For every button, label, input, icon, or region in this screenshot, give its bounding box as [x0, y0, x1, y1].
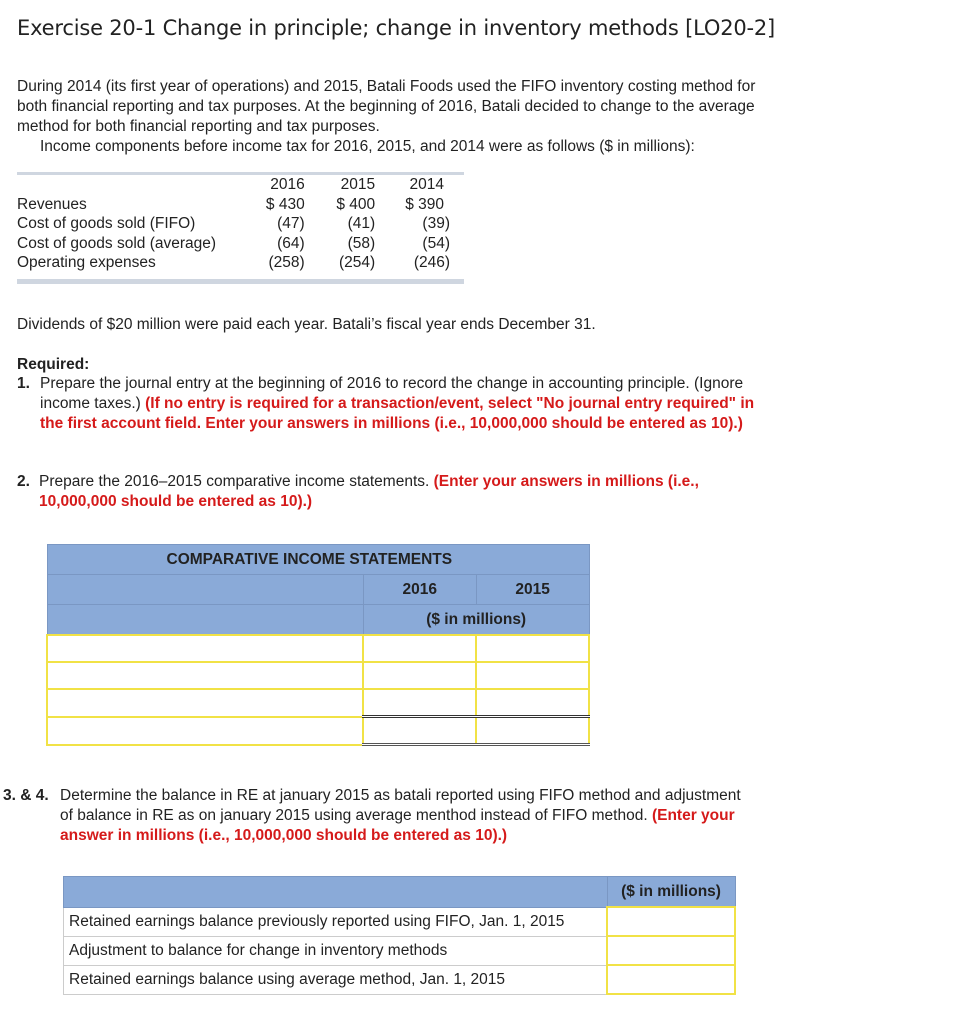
re-label: Adjustment to balance for change in inventory methods [64, 936, 608, 965]
cis-2016-input[interactable] [363, 689, 476, 717]
cis-row [47, 635, 589, 662]
year-header: 2015 [310, 174, 380, 195]
intro-line: both financial reporting and tax purposes. At the beginning of 2016, Batali decided to change to the average [17, 98, 755, 115]
comparative-income-statements-table [46, 544, 590, 746]
cis-2015-input[interactable] [476, 635, 589, 662]
cis-2015-input[interactable] [476, 689, 589, 717]
year-header: 2016 [241, 174, 310, 195]
cis-2015-input[interactable] [476, 662, 589, 689]
component-value: (246) [413, 254, 450, 271]
cis-account-input[interactable] [47, 717, 363, 745]
question-number: 3. & 4. [3, 787, 49, 804]
intro-line: method for both financial reporting and tax purposes. [17, 118, 380, 135]
re-adjustment-input[interactable] [607, 936, 735, 965]
re-label: Retained earnings balance previously reported using FIFO, Jan. 1, 2015 [64, 907, 608, 936]
component-value: (54) [422, 234, 450, 252]
question-1 [17, 374, 937, 434]
component-label: Operating expenses [17, 254, 156, 271]
cis-2016-input[interactable] [363, 717, 476, 745]
re-unit: ($ in millions) [607, 877, 735, 908]
question-2 [17, 472, 937, 512]
question-3-4 [3, 786, 943, 846]
cis-2016-input[interactable] [363, 635, 476, 662]
income-components-table [17, 172, 464, 273]
re-label: Retained earnings balance using average method, Jan. 1, 2015 [64, 965, 608, 994]
question-text: of balance in RE as on january 2015 using average menthod instead of FIFO method. [60, 807, 652, 824]
component-value: (58) [347, 234, 376, 252]
cis-account-input[interactable] [47, 662, 363, 689]
re-fifo-balance-input[interactable] [607, 907, 735, 936]
component-value: $ 390 [405, 195, 444, 213]
retained-earnings-table [63, 876, 736, 995]
re-average-balance-input[interactable] [607, 965, 735, 994]
cis-2016-input[interactable] [363, 662, 476, 689]
re-row [64, 965, 736, 994]
instruction-text: 10,000,000 should be entered as 10).) [39, 493, 313, 510]
re-row [64, 936, 736, 965]
question-text: Prepare the 2016–2015 comparative income statements. [39, 473, 434, 490]
intro-paragraph [17, 77, 755, 157]
instruction-text: (Enter your [651, 807, 735, 824]
component-label: Cost of goods sold (FIFO) [17, 215, 196, 232]
cis-col-2015: 2015 [476, 575, 589, 605]
page-title: Exercise 20-1 Change in principle; change in inventory methods [LO20-2] [17, 16, 776, 40]
instruction-text: the first account field. Enter your answers in millions (i.e., 10,000,000 should be entered as 10).) [40, 415, 743, 432]
cis-row [47, 689, 589, 717]
component-value: (41) [347, 215, 376, 232]
question-number: 1. [17, 375, 30, 392]
component-row [17, 253, 464, 273]
cis-title: COMPARATIVE INCOME STATEMENTS [47, 545, 589, 575]
component-value: (64) [277, 234, 305, 252]
instruction-text: answer in millions (i.e., 10,000,000 should be entered as 10).) [60, 827, 508, 844]
component-value: (39) [422, 215, 450, 232]
component-row [17, 195, 464, 215]
required-heading: Required: [17, 356, 90, 373]
component-value: $ 430 [265, 195, 305, 213]
cis-row [47, 662, 589, 689]
cis-row [47, 717, 589, 745]
component-value: (258) [268, 254, 305, 271]
intro-line: Income components before income tax for 2016, 2015, and 2014 were as follows ($ in millions): [40, 138, 695, 155]
question-text: Determine the balance in RE at january 2015 as batali reported using FIFO method and adjustment [60, 787, 741, 804]
component-label: Revenues [17, 195, 87, 213]
component-row [17, 214, 464, 234]
cis-col-2016: 2016 [363, 575, 476, 605]
year-header: 2014 [380, 174, 464, 195]
component-value: $ 400 [336, 195, 376, 213]
cis-account-input[interactable] [47, 689, 363, 717]
instruction-text: (If no entry is required for a transaction/event, select "No journal entry required" in [145, 395, 755, 412]
intro-line: During 2014 (its first year of operations) and 2015, Batali Foods used the FIFO inventory costing method for [17, 78, 756, 95]
component-value: (254) [338, 254, 376, 271]
instruction-text: (Enter your answers in millions (i.e., [433, 473, 699, 490]
component-value: (47) [277, 215, 305, 232]
re-row [64, 907, 736, 936]
cis-2015-input[interactable] [476, 717, 589, 745]
component-label: Cost of goods sold (average) [17, 234, 217, 252]
dividends-text: Dividends of $20 million were paid each year. Batali’s fiscal year ends December 31. [17, 316, 596, 333]
component-row [17, 234, 464, 254]
table-bottom-rule [17, 279, 464, 284]
cis-unit: ($ in millions) [363, 605, 589, 636]
cis-account-input[interactable] [47, 635, 363, 662]
question-text: Prepare the journal entry at the beginning of 2016 to record the change in accounting principle. (Ignore [40, 375, 744, 392]
question-number: 2. [17, 473, 30, 490]
question-text: income taxes.) [40, 395, 146, 412]
